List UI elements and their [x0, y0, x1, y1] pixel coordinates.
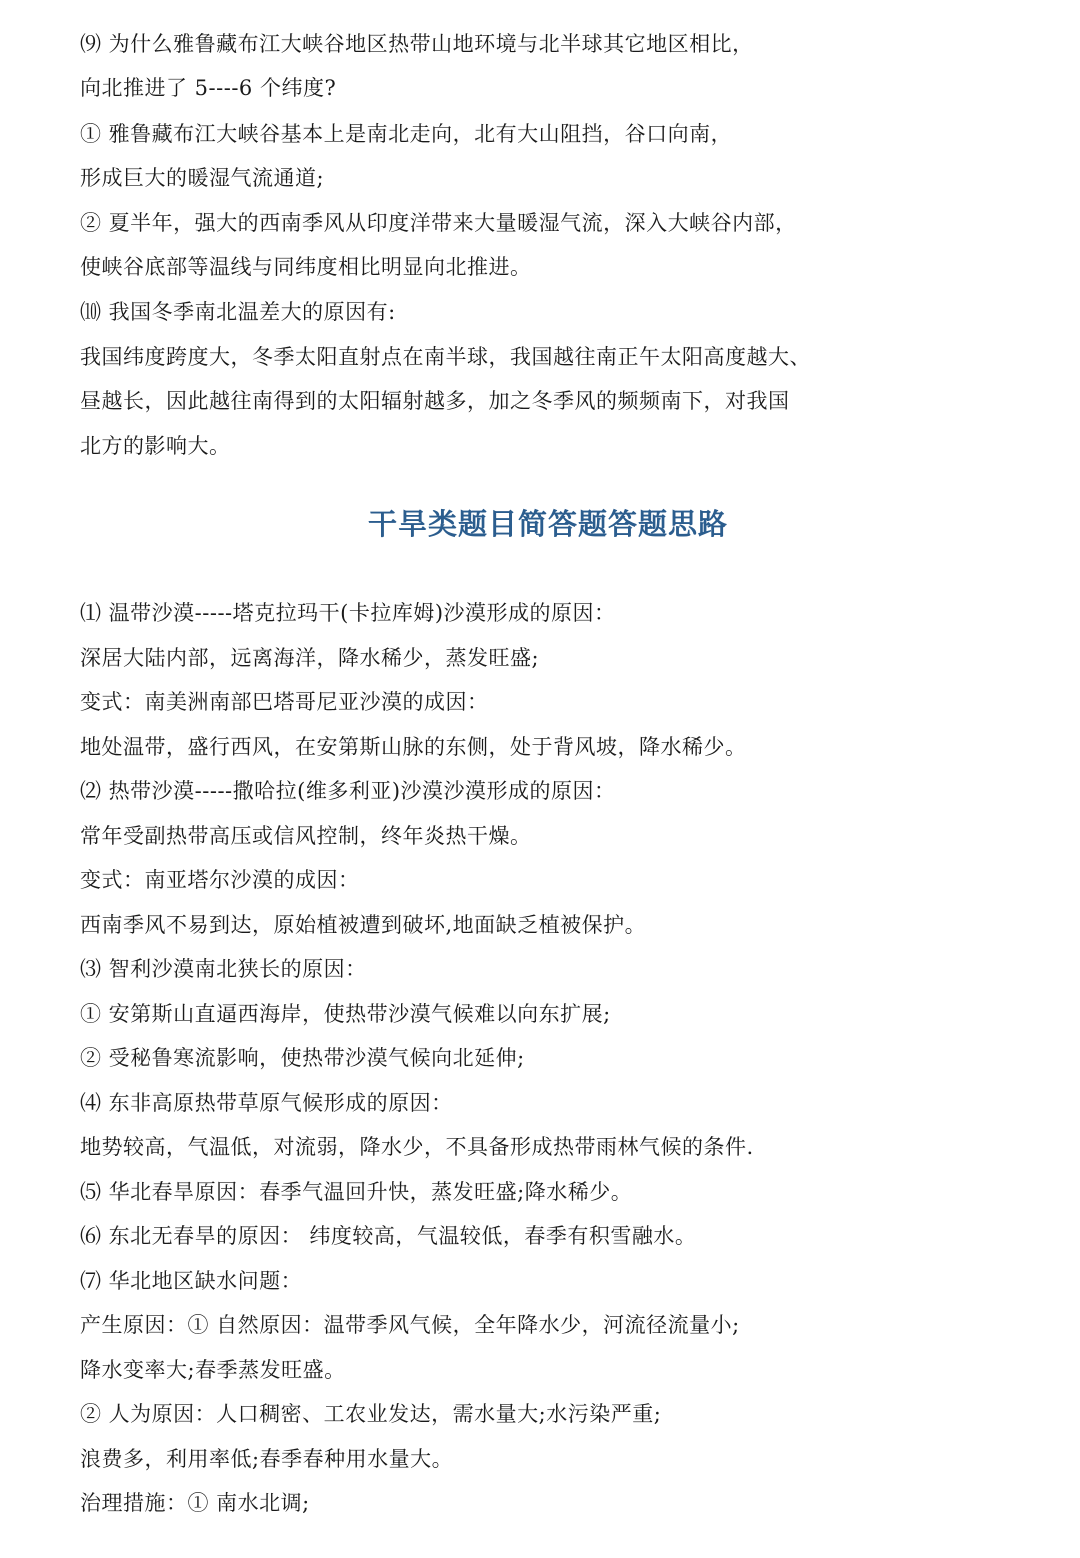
section-title: 干旱类题目简答题答题思路	[367, 507, 728, 541]
text-line: 降水变率大;春季蒸发旺盛。	[80, 1358, 346, 1382]
text-line: 治理措施：① 南水北调;	[80, 1491, 310, 1515]
text-line: ⑺ 华北地区缺水问题：	[80, 1269, 303, 1293]
text-line: 浪费多，利用率低;春季春种用水量大。	[80, 1447, 454, 1471]
text-line: ② 受秘鲁寒流影响，使热带沙漠气候向北延伸;	[80, 1046, 525, 1070]
text-line: ⑽ 我国冬季南北温差大的原因有:	[80, 300, 396, 324]
text-line: 我国纬度跨度大，冬季太阳直射点在南半球，我国越往南正午太阳高度越大、	[80, 345, 811, 369]
text-line: ⑵ 热带沙漠-----撒哈拉(维多利亚)沙漠沙漠形成的原因：	[80, 779, 616, 803]
text-line: ⑴ 温带沙漠-----塔克拉玛干(卡拉库姆)沙漠形成的原因：	[80, 601, 616, 625]
text-line: 地势较高，气温低，对流弱，降水少，不具备形成热带雨林气候的条件.	[80, 1135, 754, 1159]
text-line: 产生原因：① 自然原因：温带季风气候，全年降水少，河流径流量小;	[80, 1313, 740, 1337]
text-line: 常年受副热带高压或信风控制，终年炎热干燥。	[80, 824, 532, 848]
text-line: ⑸ 华北春旱原因：春季气温回升快，蒸发旺盛;降水稀少。	[80, 1180, 633, 1204]
text-line: ⑶ 智利沙漠南北狭长的原因：	[80, 957, 367, 981]
text-line: 使峡谷底部等温线与同纬度相比明显向北推进。	[80, 255, 532, 279]
text-line: ⑼ 为什么雅鲁藏布江大峡谷地区热带山地环境与北半球其它地区相比，	[80, 32, 754, 56]
text-line: 变式：南美洲南部巴塔哥尼亚沙漠的成因：	[80, 690, 489, 714]
text-line: 地处温带，盛行西风，在安第斯山脉的东侧，处于背风坡，降水稀少。	[80, 735, 747, 759]
text-line: 西南季风不易到达，原始植被遭到破坏,地面缺乏植被保护。	[80, 913, 647, 937]
text-line: 北方的影响大。	[80, 434, 231, 458]
text-line: 向北推进了 5----6 个纬度?	[80, 76, 337, 100]
text-line: ⑹ 东北无春旱的原因： 纬度较高，气温较低，春季有积雪融水。	[80, 1224, 697, 1248]
text-line: ① 雅鲁藏布江大峡谷基本上是南北走向，北有大山阻挡，谷口向南，	[80, 122, 733, 146]
text-line: 变式：南亚塔尔沙漠的成因：	[80, 868, 360, 892]
text-line: 形成巨大的暖湿气流通道;	[80, 166, 325, 190]
text-line: ⑷ 东非高原热带草原气候形成的原因：	[80, 1091, 453, 1115]
text-line: ② 人为原因：人口稠密、工农业发达，需水量大;水污染严重;	[80, 1402, 662, 1426]
text-line: 深居大陆内部，远离海洋，降水稀少，蒸发旺盛;	[80, 646, 540, 670]
text-line: 昼越长，因此越往南得到的太阳辐射越多，加之冬季风的频频南下，对我国	[80, 389, 790, 413]
text-line: ① 安第斯山直逼西海岸，使热带沙漠气候难以向东扩展;	[80, 1002, 611, 1026]
text-line: ② 夏半年，强大的西南季风从印度洋带来大量暖湿气流，深入大峡谷内部，	[80, 211, 797, 235]
